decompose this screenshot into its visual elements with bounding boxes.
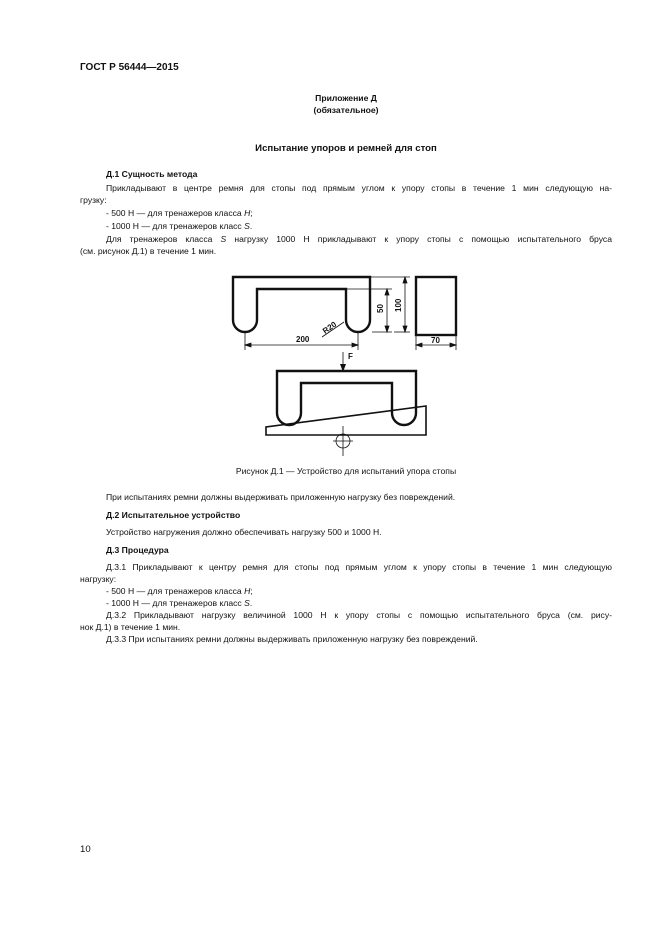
d1-heading: Д.1 Сущность метода — [106, 169, 198, 179]
after-figure-text: При испытаниях ремни должны выдерживать приложенную нагрузку без повреждений. — [106, 492, 456, 502]
d3-paragraph2-line1: Д.3.2 Прикладывают нагрузку величиной 1000 Н к упору стопы с помощью испытательного бруса (см. рису- — [106, 610, 612, 620]
d3-list-item: - 500 Н — для тренажеров класса H; — [106, 586, 253, 596]
base-plate — [266, 406, 426, 435]
test-bar-side-view — [416, 277, 456, 335]
d3-paragraph3: Д.3.3 При испытаниях ремни должны выдерживать приложенную нагрузку без повреждений. — [106, 634, 478, 644]
d1-paragraph2-line2: (см. рисунок Д.1) в течение 1 мин. — [80, 246, 217, 256]
dim-70-label: 70 — [431, 336, 440, 345]
d3-paragraph1-line1: Д.3.1 Прикладывают к центру ремня для стопы под прямым углом к упору стопы в течение 1 мин следующую — [106, 562, 612, 572]
d1-paragraph2-line1: Для тренажеров класса S нагрузку 1000 Н прикладывают к упору стопы с помощью испытательного бруса — [106, 234, 612, 244]
appendix-title: Приложение Д — [315, 93, 377, 103]
d1-list-item: - 1000 Н — для тренажеров класс S. — [106, 221, 253, 231]
figure-caption: Рисунок Д.1 — Устройство для испытаний упора стопы — [235, 466, 457, 476]
d1-list-item: - 500 Н — для тренажеров класса H; — [106, 208, 253, 218]
test-bar-outline — [233, 277, 370, 332]
dim-200-label: 200 — [296, 335, 310, 344]
d3-paragraph2-line2: нок Д.1) в течение 1 мин. — [80, 622, 181, 632]
dim-50-label: 50 — [376, 304, 385, 313]
force-label: F — [348, 352, 353, 361]
d2-text: Устройство нагружения должно обеспечивать нагрузку 500 и 1000 Н. — [106, 527, 382, 537]
d2-heading: Д.2 Испытательное устройство — [106, 510, 241, 520]
dim-r20-label: R20 — [320, 319, 339, 336]
page-number: 10 — [80, 844, 91, 855]
d3-list-item: - 1000 Н — для тренажеров класс S. — [106, 598, 253, 608]
d3-paragraph1-line2: нагрузку: — [80, 574, 117, 584]
dim-100-label: 100 — [394, 298, 403, 312]
d3-heading: Д.3 Процедура — [106, 545, 169, 555]
document-code: ГОСТ Р 56444—2015 — [80, 62, 179, 73]
d1-paragraph-line2: грузку: — [80, 195, 107, 205]
d1-paragraph-line1: Прикладывают в центре ремня для стопы под прямым углом к упору стопы в течение 1 мин следующую на- — [106, 183, 612, 193]
section-title: Испытание упоров и ремней для стоп — [255, 143, 437, 154]
appendix-status: (обязательное) — [313, 105, 379, 115]
